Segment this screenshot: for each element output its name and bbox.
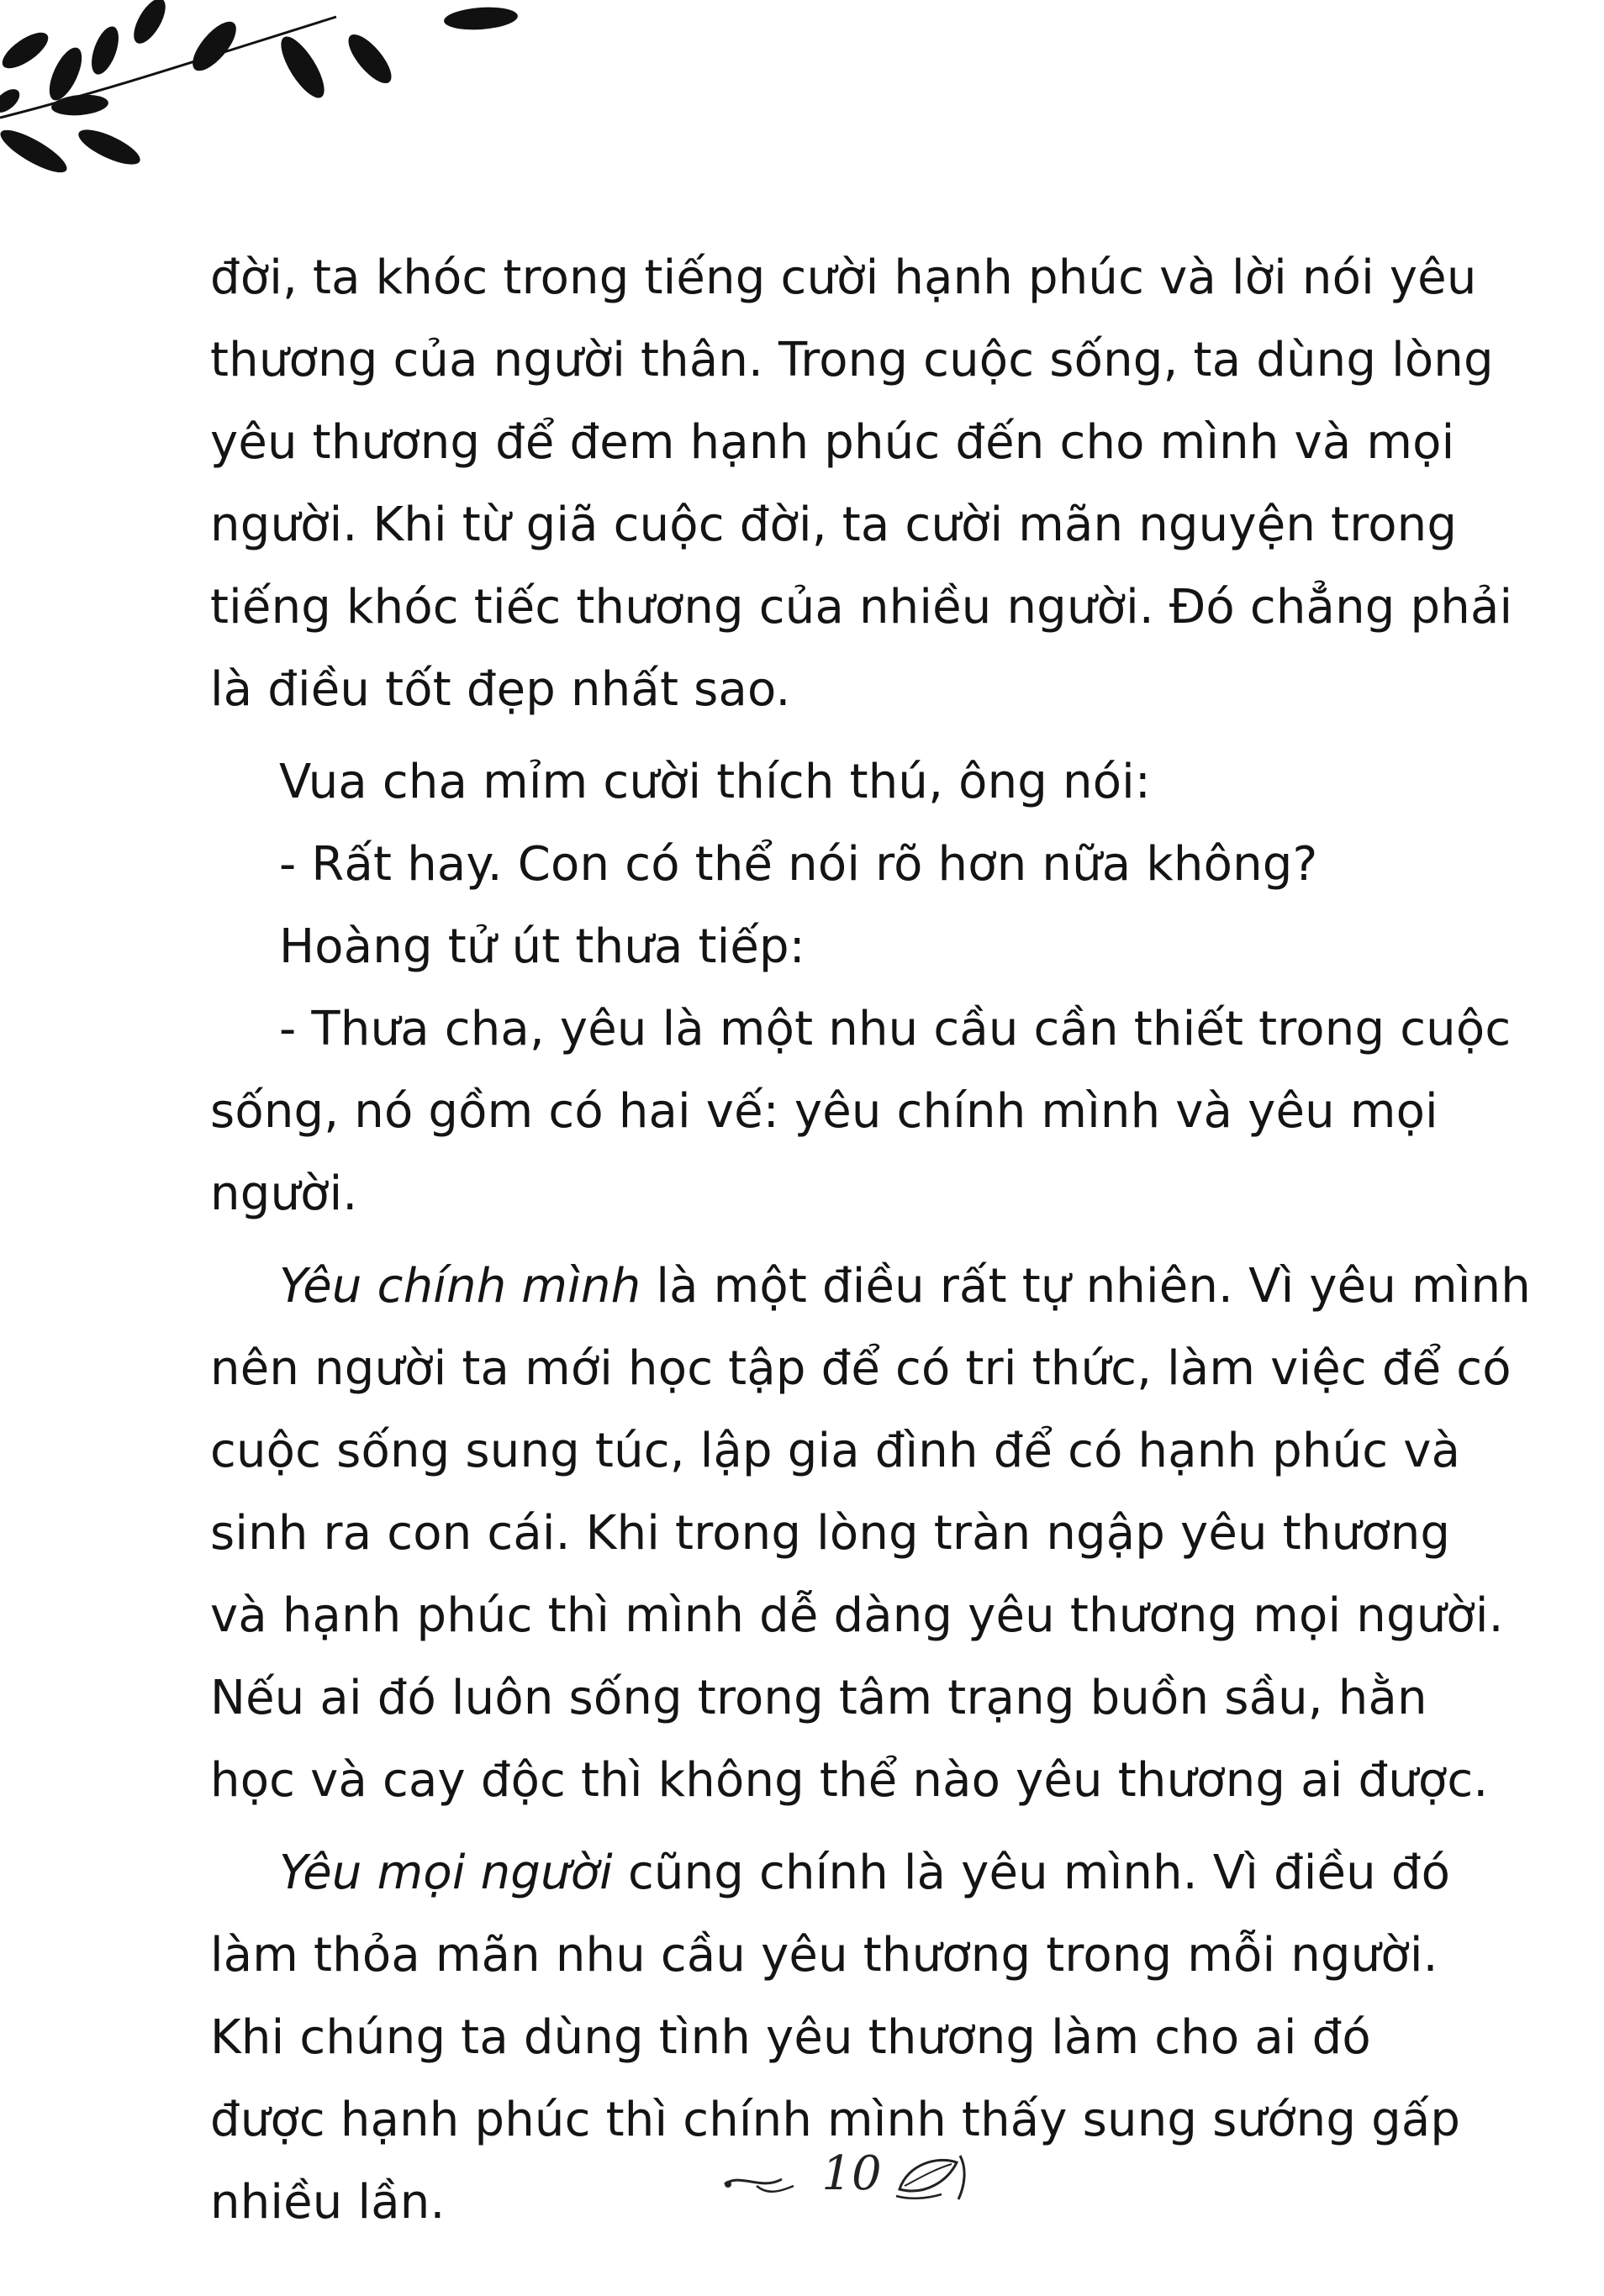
footer-ornament	[0, 2147, 1604, 2214]
text-line: Vua cha mỉm cười thích thú, ông nói:	[279, 755, 1151, 809]
paragraph-6	[210, 1245, 1538, 1822]
text-line: cuộc sống sung túc, lập gia đình để có hạnh phúc và	[210, 1424, 1461, 1478]
text-line: - Rất hay. Con có thể nói rõ hơn nữa không?	[279, 837, 1318, 892]
text-line: người. Khi từ giã cuộc đời, ta cười mãn nguyện trong	[210, 498, 1458, 552]
text-line: thương của người thân. Trong cuộc sống, ta dùng lòng	[210, 333, 1494, 387]
text-line: Nếu ai đó luôn sống trong tâm trạng buồn sầu, hằn	[210, 1671, 1427, 1725]
text-line: là điều tốt đẹp nhất sao.	[210, 662, 791, 717]
paragraph-3	[210, 824, 1538, 906]
text-line: - Thưa cha, yêu là một nhu cầu cần thiết trong cuộc	[279, 1002, 1512, 1056]
paragraph-2	[210, 741, 1538, 824]
line-rest: cũng chính là yêu mình. Vì điều đó	[612, 1846, 1451, 1900]
text-line	[210, 1832, 1538, 1914]
text-line: Hoàng tử út thưa tiếp:	[279, 919, 805, 974]
text-line: sinh ra con cái. Khi trong lòng tràn ngập yêu thương	[210, 1506, 1451, 1561]
page-number: 10	[821, 2146, 882, 2201]
paragraph-5	[210, 988, 1538, 1235]
text-line: nên người ta mới học tập để có tri thức, làm việc để có	[210, 1341, 1512, 1396]
paragraph-4	[210, 906, 1538, 988]
text-line: làm thỏa mãn nhu cầu yêu thương trong mỗi người.	[210, 1928, 1438, 1983]
text-line: yêu thương để đem hạnh phúc đến cho mình và mọi	[210, 415, 1455, 470]
text-line: tiếng khóc tiếc thương của nhiều người. Đó chẳng phải	[210, 580, 1513, 635]
text-line: đời, ta khóc trong tiếng cười hạnh phúc và lời nói yêu	[210, 250, 1477, 305]
line-rest: là một điều rất tự nhiên. Vì yêu mình	[641, 1259, 1531, 1314]
paragraph-1	[210, 237, 1538, 731]
text-line	[210, 1245, 1538, 1328]
text-line: nhiều lần.	[210, 2175, 446, 2230]
leaf-branch-icon	[0, 0, 538, 185]
body-text	[210, 237, 1538, 2244]
text-line: Khi chúng ta dùng tình yêu thương làm cho ai đó	[210, 2010, 1371, 2065]
text-line: học và cay độc thì không thể nào yêu thương ai được.	[210, 1753, 1489, 1808]
text-line: và hạnh phúc thì mình dễ dàng yêu thương mọi người.	[210, 1588, 1504, 1643]
italic-term: Yêu mọi người	[279, 1846, 613, 1900]
text-line: người.	[210, 1166, 358, 1221]
leaf-flourish-icon	[896, 2156, 964, 2199]
text-line: sống, nó gồm có hai vế: yêu chính mình và yêu mọi	[210, 1084, 1438, 1139]
text-line: được hạnh phúc thì chính mình thấy sung sướng gấp	[210, 2093, 1461, 2147]
italic-term: Yêu chính mình	[279, 1259, 641, 1314]
swirl-flourish-icon	[725, 2179, 794, 2192]
